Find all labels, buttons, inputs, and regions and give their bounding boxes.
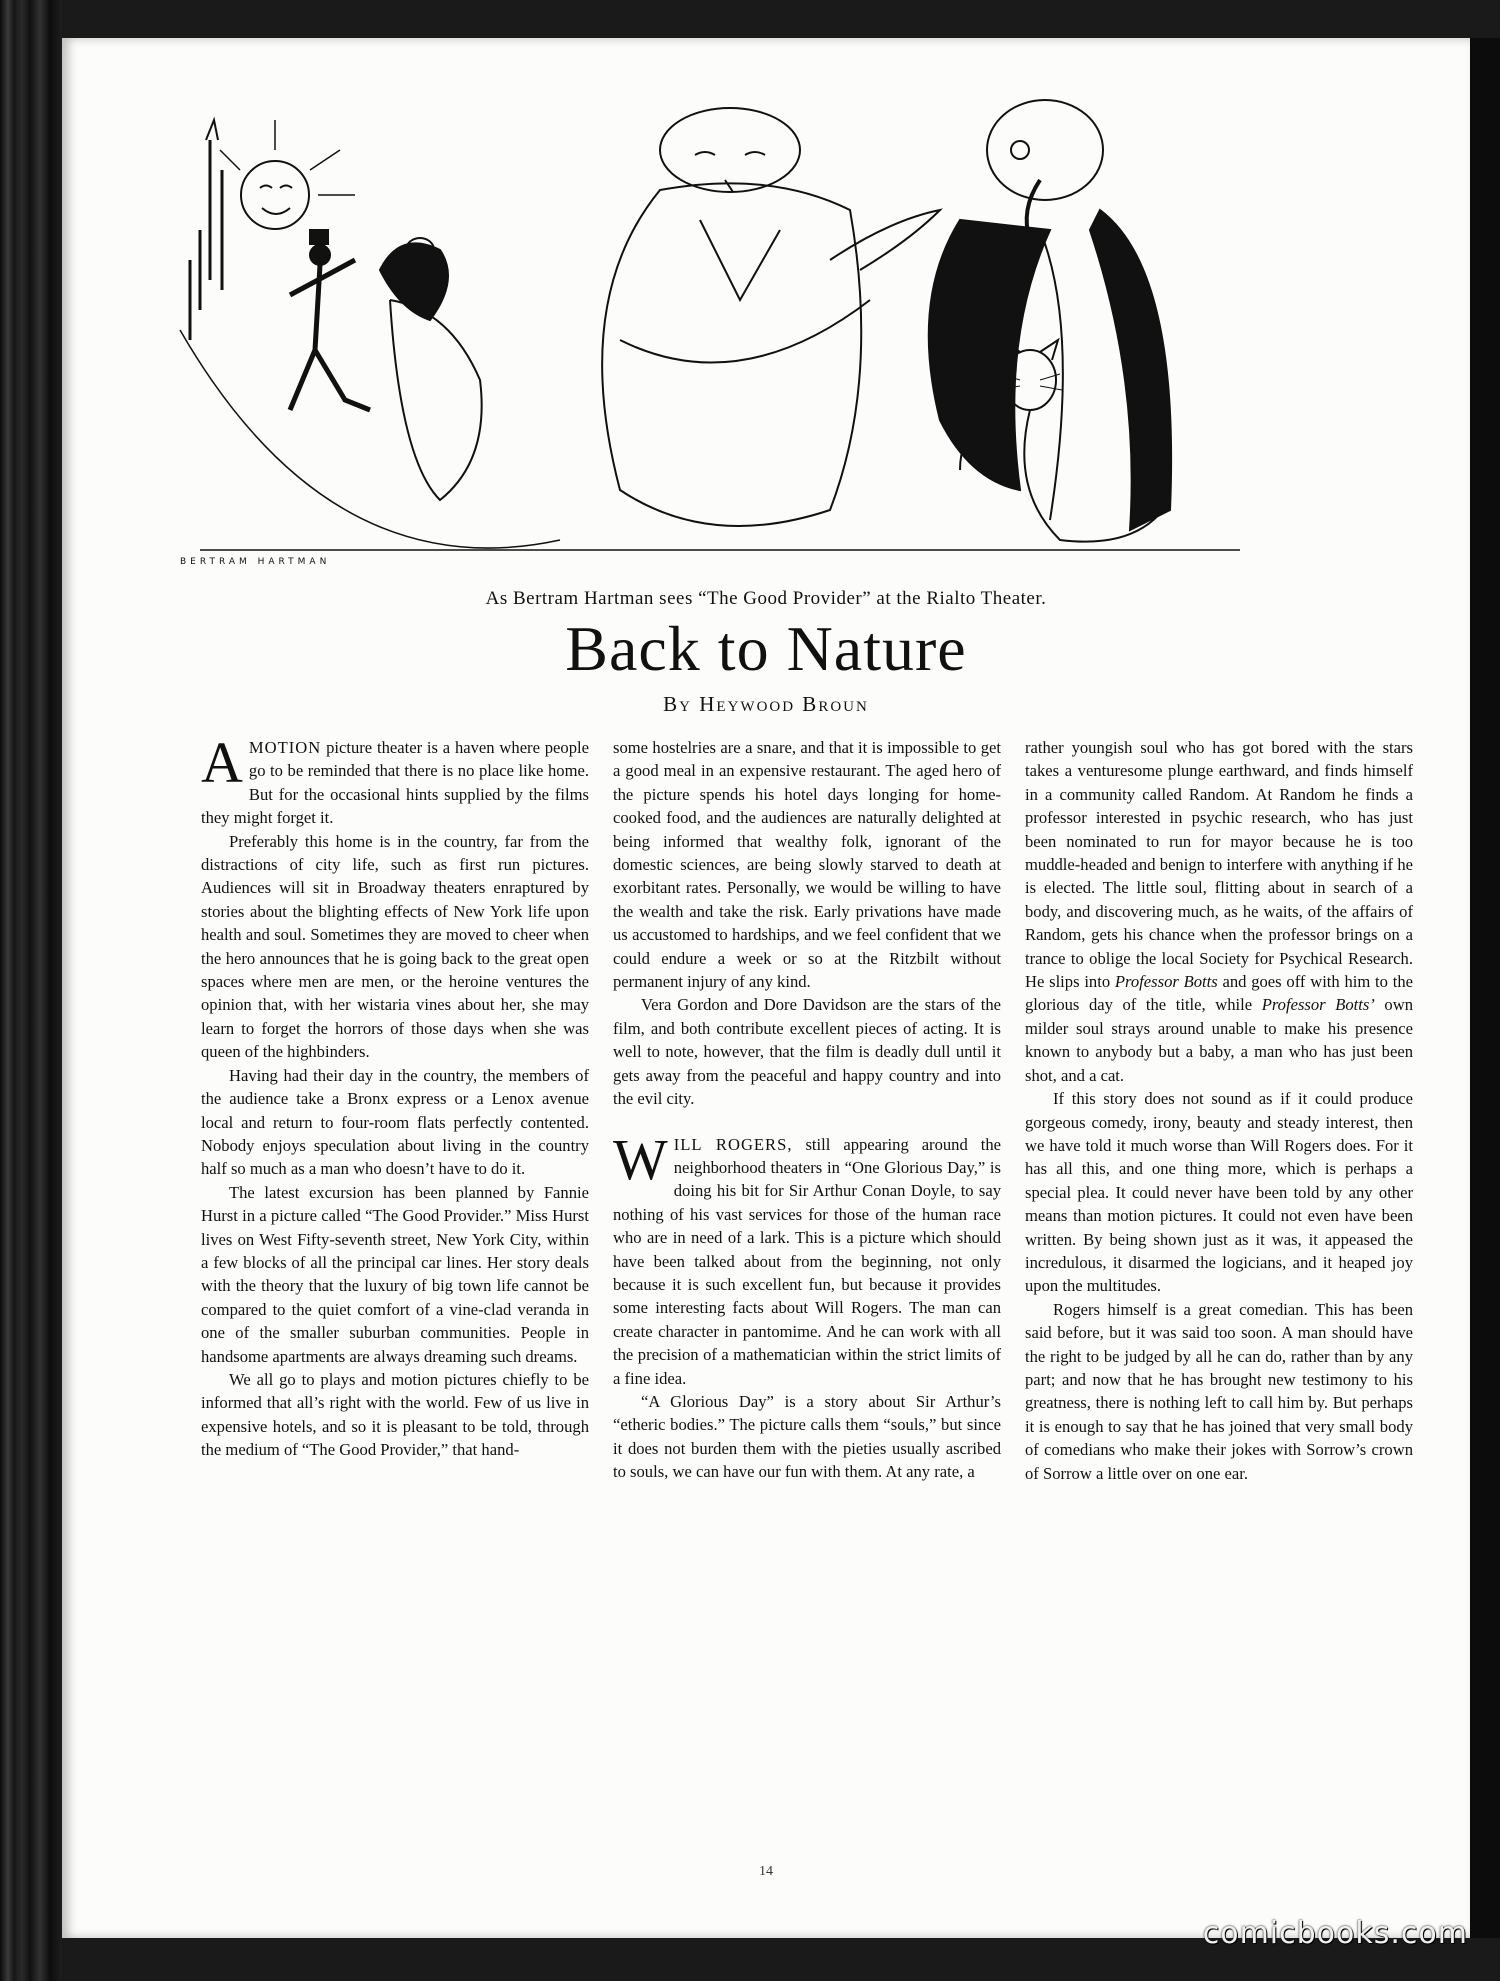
book-binding bbox=[0, 0, 62, 1981]
paragraph: If this story does not sound as if it could produce gorgeous comedy, irony, beauty and steady interest, then we have told it much worse than Will Rogers does. For it has all this, and one thing more, which is perhaps a special plea. It could never have been told by any other means than motion pictures. It could not even have been written. By being shown just as it was, it appeased the incredulous, it disarmed the logicians, and it heaped joy upon the multitudes. bbox=[1025, 1089, 1413, 1296]
article-title: Back to Nature bbox=[565, 613, 967, 684]
paragraph: The latest excursion has been planned by Fannie Hurst in a picture called “The Good Provider.” Miss Hurst lives on West Fifty-seventh street, New York City, within a few blocks of all the principal car lines. Her story deals with the theory that the luxury of big town life cannot be compared to the quiet comfort of a vine-clad veranda in one of the smaller suburban communities. People in handsome apartments are always dreaming such dreams. bbox=[201, 1182, 589, 1366]
column-3 bbox=[1025, 736, 1413, 1856]
paragraph: Vera Gordon and Dore Davidson are the stars of the film, and both contribute excellent pieces of acting. It is well to note, however, that the film is deadly dull until it gets away from the peaceful and happy country and into the evil city. bbox=[613, 995, 1001, 1109]
paragraph-text: own milder soul strays around unable to make his presence known to anybody but a baby, a man who has just been shot, and a cat. bbox=[1025, 995, 1413, 1085]
paragraph bbox=[613, 1126, 1002, 1390]
paragraph bbox=[1025, 736, 1413, 1087]
paragraph: We all go to plays and motion pictures chiefly to be informed that all’s right with the world. Few of us live in expensive hotels, and so it is pleasant to be told, through the medium of “The Good Provider,” that hand- bbox=[201, 1369, 589, 1460]
drop-cap: A bbox=[201, 730, 243, 795]
paragraph-text: and goes off with him to the glorious day of the title, while bbox=[1025, 972, 1414, 1015]
cartoon-illustration bbox=[140, 80, 1390, 580]
paragraph: “A Glorious Day” is a story about Sir Arthur’s “etheric bodies.” The picture calls them “souls,” but since it does not burden them with the pieties usually ascribed to souls, we can have our fun with them. At any rate, a bbox=[613, 1391, 1001, 1482]
paragraph-text: picture theater is a haven where people go to be reminded that there is no place like home. But for the occasional hints supplied by the films they might forget it. bbox=[201, 738, 589, 828]
paragraph: Preferably this home is in the country, far from the distractions of city life, such as first run pictures. Audiences will sit in Broadway theaters enraptured by stories about the blighting effects of New York life upon health and soul. Sometimes they are moved to cheer when the hero announces that he is going back to the great open spaces where men are men, or the heroine ventures the opinion that, with her wistaria vines about her, she may learn to forget the horrors of those days when she was queen of the highbinders. bbox=[201, 831, 589, 1062]
emphasis: Professor Botts bbox=[1114, 972, 1218, 992]
paragraph: Rogers himself is a great comedian. This has been said before, but it was said too soon. A man should have the right to be judged by all he can do, rather than by any part; and now that he has brought new testimony to his greatness, there is nothing left to call him by. But perhaps it is enough to say that he has joined that very small body of comedians who make their jokes with Sorrow’s crown of Sorrow a little over on one ear. bbox=[1025, 1299, 1413, 1483]
artist-signature: BERTRAM HARTMAN bbox=[180, 557, 331, 567]
page-number: 14 bbox=[759, 1864, 773, 1879]
emphasis: Professor Botts’ bbox=[1261, 995, 1375, 1015]
illustration-caption: As Bertram Hartman sees “The Good Provider” at the Rialto Theater. bbox=[485, 588, 1047, 609]
article-columns bbox=[201, 730, 1414, 1856]
page-edge-shadow bbox=[1470, 38, 1500, 1938]
paragraph: Having had their day in the country, the members of the audience take a Bronx express or a Lenox avenue local and return to four-room flats perfectly contented. Nobody enjoys speculation about living in the country half so much as a man who doesn’t have to do it. bbox=[201, 1065, 589, 1179]
paragraph bbox=[201, 730, 589, 830]
lead-word: ILL ROGERS, bbox=[673, 1134, 793, 1154]
paragraph-text: rather youngish soul who has got bored with the stars takes a venturesome plunge earthward, and finds himself in a community called Random. At Random he finds a professor interested in psychic research, who has just been nominated to run for mayor because he is too muddle-headed and benign to interfere with anything if he is elected. The little soul, flitting about in search of a body, and discovering much, as he waits, of the affairs of Random, gets his chance when the professor brings on a trance to oblige the local Society for Psychical Research. He slips into bbox=[1025, 738, 1413, 992]
drop-cap: W bbox=[613, 1126, 668, 1192]
paragraph: some hostelries are a snare, and that it is impossible to get a good meal in an expensive restaurant. The aged hero of the picture spends his hotel days longing for home-cooked food, and the audiences are naturally delighted at being informed that wealthy folk, ignorant of the domestic sciences, are being slowly starved to death at exorbitant rates. Personally, we would be willing to have the wealth and take the risk. Early privations have made us accustomed to hardships, and we feel confident that we could endure a week or so at the Ritzbilt without permanent injury of any kind. bbox=[613, 738, 1001, 992]
column-1 bbox=[201, 730, 589, 1856]
paragraph-text: still appearing around the neighborhood theaters in “One Glorious Day,” is doing his bit for Sir Arthur Conan Doyle, to say nothing of his vast services for those of the human race who are in need of a lark. This is a picture which should have been talked about from the beginning, not only because it is such excellent fun, but because it provides some interesting facts about Will Rogers. The man can create character in pantomime. And he can work with all the precision of a mathematician within the strict limits of a fine idea. bbox=[613, 1134, 1002, 1388]
column-2 bbox=[613, 736, 1001, 1856]
watermark: comicbooks.com bbox=[1202, 1916, 1468, 1951]
article-byline: By Heywood Broun bbox=[663, 692, 869, 716]
lead-word: MOTION bbox=[248, 738, 322, 757]
